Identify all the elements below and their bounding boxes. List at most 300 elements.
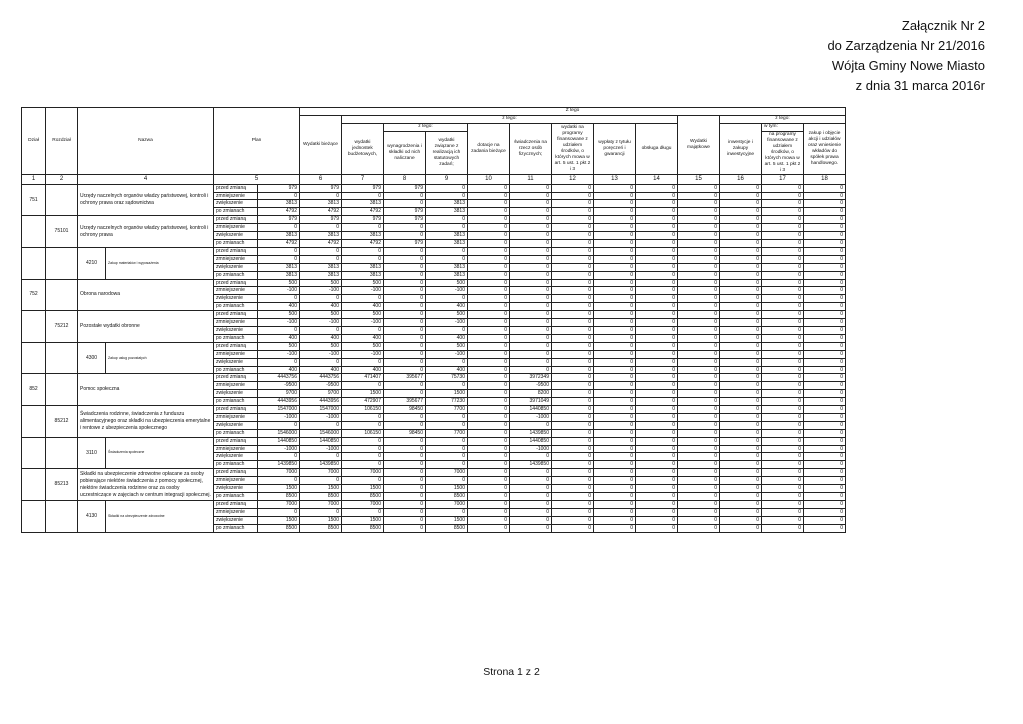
- value-cell: 0: [468, 326, 510, 334]
- value-cell: 0: [804, 184, 846, 192]
- value-cell: 0: [426, 192, 468, 200]
- value-cell: 7700: [426, 406, 468, 414]
- value-cell: 0: [594, 413, 636, 421]
- value-cell: 0: [510, 524, 552, 532]
- dzial-cell: 752: [22, 279, 46, 311]
- value-cell: 0: [762, 279, 804, 287]
- value-cell: 979: [384, 208, 426, 216]
- header-line-3: Wójta Gminy Nowe Miasto: [831, 58, 985, 73]
- value-cell: 0: [468, 421, 510, 429]
- value-cell: 0: [804, 421, 846, 429]
- value-cell: 0: [300, 255, 342, 263]
- row-label: przed zmianą: [214, 406, 258, 414]
- row-label: po zmianach: [214, 398, 258, 406]
- value-cell: 0: [636, 319, 678, 327]
- value-cell: 0: [762, 287, 804, 295]
- value-cell: -100: [300, 350, 342, 358]
- value-cell: 0: [762, 366, 804, 374]
- value-cell: 472907: [342, 398, 384, 406]
- value-cell: 0: [594, 508, 636, 516]
- value-cell: 0: [720, 208, 762, 216]
- value-cell: 7000: [300, 500, 342, 508]
- value-cell: 0: [468, 342, 510, 350]
- value-cell: 0: [468, 445, 510, 453]
- value-cell: 0: [594, 342, 636, 350]
- dzial-cell: [22, 342, 46, 374]
- value-cell: 0: [468, 469, 510, 477]
- value-cell: 0: [384, 319, 426, 327]
- value-cell: 0: [636, 437, 678, 445]
- value-cell: 0: [804, 192, 846, 200]
- value-cell: 0: [594, 271, 636, 279]
- value-cell: 0: [552, 413, 594, 421]
- value-cell: 0: [720, 326, 762, 334]
- value-cell: 0: [636, 500, 678, 508]
- value-cell: 0: [468, 350, 510, 358]
- value-cell: 0: [552, 192, 594, 200]
- table-row: [22, 247, 846, 255]
- value-cell: 0: [468, 524, 510, 532]
- value-cell: 0: [384, 469, 426, 477]
- row-label: po zmianach: [214, 461, 258, 469]
- value-cell: 0: [552, 255, 594, 263]
- value-cell: 0: [258, 255, 300, 263]
- value-cell: 0: [258, 295, 300, 303]
- value-cell: 0: [468, 255, 510, 263]
- row-label: zwiększenie: [214, 232, 258, 240]
- value-cell: 0: [594, 319, 636, 327]
- value-cell: 0: [594, 334, 636, 342]
- value-cell: 0: [510, 200, 552, 208]
- header-wynagrodzenia: wynagrodzenia i składki od nich naliczane: [384, 131, 426, 174]
- value-cell: 0: [384, 326, 426, 334]
- value-cell: 0: [678, 255, 720, 263]
- value-cell: 0: [720, 382, 762, 390]
- value-cell: 0: [552, 287, 594, 295]
- value-cell: 0: [510, 326, 552, 334]
- value-cell: 0: [636, 429, 678, 437]
- value-cell: 0: [678, 461, 720, 469]
- value-cell: 0: [552, 200, 594, 208]
- value-cell: 0: [720, 224, 762, 232]
- value-cell: -9500: [258, 382, 300, 390]
- value-cell: 0: [762, 240, 804, 248]
- value-cell: 0: [636, 406, 678, 414]
- value-cell: 0: [720, 279, 762, 287]
- value-cell: 0: [384, 263, 426, 271]
- value-cell: 0: [720, 350, 762, 358]
- rozdzial-cell: [46, 279, 78, 311]
- value-cell: 0: [762, 453, 804, 461]
- column-number: 7: [342, 174, 384, 184]
- value-cell: 0: [510, 247, 552, 255]
- value-cell: 0: [552, 263, 594, 271]
- value-cell: 3813: [258, 232, 300, 240]
- row-label: zmniejszenie: [214, 224, 258, 232]
- value-cell: 0: [636, 208, 678, 216]
- value-cell: 0: [804, 255, 846, 263]
- value-cell: 0: [720, 295, 762, 303]
- value-cell: 4443756: [258, 374, 300, 382]
- value-cell: 1440850: [300, 437, 342, 445]
- value-cell: 0: [804, 461, 846, 469]
- value-cell: 0: [426, 295, 468, 303]
- value-cell: 500: [300, 311, 342, 319]
- value-cell: 4792: [300, 208, 342, 216]
- value-cell: 0: [594, 224, 636, 232]
- value-cell: 0: [678, 429, 720, 437]
- value-cell: 0: [594, 477, 636, 485]
- value-cell: 1440850: [510, 406, 552, 414]
- value-cell: 0: [762, 477, 804, 485]
- value-cell: 0: [720, 429, 762, 437]
- value-cell: 0: [552, 469, 594, 477]
- value-cell: 3813: [342, 263, 384, 271]
- header-w-tym: w tym:: [762, 123, 804, 131]
- value-cell: 0: [678, 216, 720, 224]
- value-cell: 0: [342, 255, 384, 263]
- value-cell: 0: [384, 508, 426, 516]
- value-cell: 0: [636, 224, 678, 232]
- value-cell: 0: [552, 524, 594, 532]
- value-cell: 0: [762, 192, 804, 200]
- value-cell: 500: [342, 342, 384, 350]
- value-cell: 0: [552, 390, 594, 398]
- value-cell: 0: [468, 413, 510, 421]
- row-label: zwiększenie: [214, 263, 258, 271]
- row-label: zwiększenie: [214, 390, 258, 398]
- value-cell: 0: [510, 184, 552, 192]
- value-cell: 0: [678, 224, 720, 232]
- value-cell: 0: [342, 445, 384, 453]
- value-cell: 0: [552, 437, 594, 445]
- value-cell: 0: [300, 192, 342, 200]
- nazwa-cell: Zakup usług pozostałych: [106, 342, 214, 374]
- value-cell: 8500: [342, 524, 384, 532]
- value-cell: 0: [720, 200, 762, 208]
- value-cell: 0: [720, 406, 762, 414]
- value-cell: 8200: [510, 390, 552, 398]
- value-cell: 0: [594, 358, 636, 366]
- value-cell: 0: [636, 374, 678, 382]
- rozdzial-cell: [46, 374, 78, 406]
- value-cell: 4443956: [258, 398, 300, 406]
- value-cell: 0: [510, 516, 552, 524]
- value-cell: 0: [384, 295, 426, 303]
- value-cell: 0: [594, 287, 636, 295]
- value-cell: 0: [552, 303, 594, 311]
- nazwa-cell: Pozostałe wydatki obronne: [78, 311, 214, 343]
- value-cell: 0: [510, 216, 552, 224]
- value-cell: 0: [678, 350, 720, 358]
- value-cell: 0: [594, 350, 636, 358]
- value-cell: -100: [426, 350, 468, 358]
- value-cell: 400: [300, 303, 342, 311]
- header-programy: wydatki na programy finansowane z udziałem środków, o których mowa w art. 5 ust. 1 pkt 2 i 3: [552, 123, 594, 174]
- value-cell: 500: [300, 342, 342, 350]
- value-cell: 0: [384, 247, 426, 255]
- row-label: zwiększenie: [214, 200, 258, 208]
- value-cell: 0: [636, 311, 678, 319]
- value-cell: 400: [342, 366, 384, 374]
- value-cell: 1440850: [258, 437, 300, 445]
- value-cell: 0: [426, 421, 468, 429]
- value-cell: 0: [468, 334, 510, 342]
- value-cell: 0: [636, 263, 678, 271]
- value-cell: 0: [552, 453, 594, 461]
- value-cell: 0: [510, 319, 552, 327]
- value-cell: 0: [468, 271, 510, 279]
- header-wydatki-zwiazane: wydatki związane z realizacją ich statutowych zadań;: [426, 131, 468, 174]
- value-cell: 0: [804, 216, 846, 224]
- dzial-cell: [22, 216, 46, 248]
- value-cell: 0: [720, 263, 762, 271]
- value-cell: 1500: [300, 485, 342, 493]
- value-cell: 1500: [426, 390, 468, 398]
- column-number: 11: [510, 174, 552, 184]
- value-cell: 400: [426, 303, 468, 311]
- value-cell: 0: [594, 453, 636, 461]
- value-cell: 0: [720, 390, 762, 398]
- value-cell: 0: [720, 421, 762, 429]
- value-cell: 0: [384, 366, 426, 374]
- value-cell: 0: [762, 382, 804, 390]
- value-cell: 0: [510, 287, 552, 295]
- value-cell: 1500: [258, 485, 300, 493]
- value-cell: 0: [384, 413, 426, 421]
- value-cell: 0: [678, 271, 720, 279]
- value-cell: 0: [804, 524, 846, 532]
- value-cell: 0: [342, 295, 384, 303]
- value-cell: 0: [720, 247, 762, 255]
- value-cell: 400: [258, 303, 300, 311]
- value-cell: 400: [426, 334, 468, 342]
- value-cell: 0: [258, 508, 300, 516]
- value-cell: 0: [510, 358, 552, 366]
- value-cell: 0: [762, 508, 804, 516]
- value-cell: 0: [804, 303, 846, 311]
- value-cell: 4792: [342, 208, 384, 216]
- value-cell: 0: [678, 295, 720, 303]
- header-wydatki-majatkowe: Wydatki majątkowe: [678, 115, 720, 174]
- value-cell: 1439850: [258, 461, 300, 469]
- value-cell: 0: [510, 295, 552, 303]
- value-cell: 0: [468, 485, 510, 493]
- row-label: po zmianach: [214, 208, 258, 216]
- value-cell: 0: [804, 477, 846, 485]
- value-cell: 0: [510, 240, 552, 248]
- value-cell: 0: [762, 334, 804, 342]
- column-number: 1: [22, 174, 46, 184]
- value-cell: 0: [594, 255, 636, 263]
- row-label: zmniejszenie: [214, 350, 258, 358]
- value-cell: 0: [510, 263, 552, 271]
- value-cell: 0: [636, 366, 678, 374]
- value-cell: 9700: [258, 390, 300, 398]
- value-cell: 0: [468, 437, 510, 445]
- value-cell: 0: [636, 413, 678, 421]
- value-cell: 1500: [426, 516, 468, 524]
- paragraf-cell: 4300: [78, 342, 106, 374]
- value-cell: 0: [594, 516, 636, 524]
- value-cell: 0: [678, 326, 720, 334]
- value-cell: 979: [384, 184, 426, 192]
- header-poreczenia: wypłaty z tytułu poręczeń i gwarancji: [594, 123, 636, 174]
- nazwa-cell: Obrona narodowa: [78, 279, 214, 311]
- value-cell: 500: [426, 342, 468, 350]
- value-cell: 0: [720, 319, 762, 327]
- dzial-cell: [22, 406, 46, 438]
- value-cell: 0: [804, 271, 846, 279]
- value-cell: 0: [426, 445, 468, 453]
- value-cell: 0: [678, 390, 720, 398]
- value-cell: 0: [762, 255, 804, 263]
- value-cell: 0: [720, 477, 762, 485]
- value-cell: -100: [342, 319, 384, 327]
- value-cell: -1000: [510, 413, 552, 421]
- value-cell: 0: [678, 200, 720, 208]
- value-cell: 0: [678, 334, 720, 342]
- value-cell: 0: [468, 319, 510, 327]
- value-cell: 8500: [342, 493, 384, 501]
- value-cell: 0: [510, 342, 552, 350]
- table-row: [22, 469, 846, 477]
- value-cell: 0: [426, 508, 468, 516]
- value-cell: 0: [468, 398, 510, 406]
- value-cell: 0: [720, 255, 762, 263]
- value-cell: 0: [804, 406, 846, 414]
- row-label: zwiększenie: [214, 453, 258, 461]
- value-cell: 0: [804, 453, 846, 461]
- dzial-cell: [22, 247, 46, 279]
- value-cell: 0: [552, 247, 594, 255]
- value-cell: 0: [384, 192, 426, 200]
- value-cell: 0: [510, 255, 552, 263]
- value-cell: 0: [720, 493, 762, 501]
- value-cell: 395677: [384, 374, 426, 382]
- column-number: 16: [720, 174, 762, 184]
- row-label: zwiększenie: [214, 295, 258, 303]
- value-cell: 0: [720, 453, 762, 461]
- value-cell: 0: [594, 295, 636, 303]
- value-cell: 0: [552, 334, 594, 342]
- value-cell: 0: [468, 429, 510, 437]
- value-cell: 0: [636, 485, 678, 493]
- value-cell: 3813: [426, 232, 468, 240]
- value-cell: 0: [510, 366, 552, 374]
- value-cell: 0: [678, 319, 720, 327]
- value-cell: 0: [258, 326, 300, 334]
- value-cell: 7000: [342, 500, 384, 508]
- value-cell: 400: [342, 303, 384, 311]
- rozdzial-cell: [46, 500, 78, 532]
- value-cell: 979: [300, 216, 342, 224]
- value-cell: 0: [552, 382, 594, 390]
- value-cell: 0: [636, 342, 678, 350]
- value-cell: 0: [804, 208, 846, 216]
- value-cell: 0: [636, 516, 678, 524]
- value-cell: 0: [468, 263, 510, 271]
- row-label: zmniejszenie: [214, 445, 258, 453]
- value-cell: 0: [678, 366, 720, 374]
- value-cell: 1547000: [300, 406, 342, 414]
- value-cell: 0: [258, 421, 300, 429]
- value-cell: 0: [636, 247, 678, 255]
- value-cell: 0: [384, 477, 426, 485]
- value-cell: 0: [468, 406, 510, 414]
- value-cell: 0: [552, 350, 594, 358]
- value-cell: 0: [594, 208, 636, 216]
- value-cell: 400: [300, 366, 342, 374]
- row-label: przed zmianą: [214, 184, 258, 192]
- value-cell: 0: [384, 224, 426, 232]
- value-cell: 0: [636, 524, 678, 532]
- document-header: [827, 16, 985, 96]
- value-cell: 0: [720, 445, 762, 453]
- value-cell: 0: [762, 516, 804, 524]
- value-cell: 0: [678, 382, 720, 390]
- budget-table: [21, 107, 846, 533]
- value-cell: 0: [678, 516, 720, 524]
- dzial-cell: [22, 311, 46, 343]
- row-label: po zmianach: [214, 271, 258, 279]
- value-cell: 0: [804, 200, 846, 208]
- value-cell: 106150: [342, 429, 384, 437]
- value-cell: 0: [636, 508, 678, 516]
- value-cell: 1500: [300, 516, 342, 524]
- value-cell: 0: [678, 493, 720, 501]
- value-cell: 0: [762, 232, 804, 240]
- value-cell: 0: [468, 240, 510, 248]
- value-cell: 0: [804, 390, 846, 398]
- value-cell: 0: [594, 240, 636, 248]
- value-cell: 0: [426, 326, 468, 334]
- value-cell: 98450: [384, 429, 426, 437]
- dzial-cell: 852: [22, 374, 46, 406]
- row-label: zmniejszenie: [214, 413, 258, 421]
- table-row: [22, 406, 846, 414]
- value-cell: -1000: [258, 445, 300, 453]
- value-cell: 3813: [300, 232, 342, 240]
- row-label: po zmianach: [214, 524, 258, 532]
- value-cell: 0: [426, 453, 468, 461]
- value-cell: 0: [552, 216, 594, 224]
- value-cell: 0: [384, 303, 426, 311]
- nazwa-cell: Świadczenia społeczne: [106, 437, 214, 469]
- value-cell: 0: [468, 192, 510, 200]
- column-number: 5: [214, 174, 300, 184]
- value-cell: 0: [342, 453, 384, 461]
- value-cell: 0: [804, 240, 846, 248]
- value-cell: 0: [468, 358, 510, 366]
- value-cell: 0: [426, 358, 468, 366]
- column-number: 2: [46, 174, 78, 184]
- value-cell: 0: [342, 508, 384, 516]
- row-label: zwiększenie: [214, 516, 258, 524]
- header-obsluga-dlugu: obsługa długu: [636, 123, 678, 174]
- paragraf-cell: 3110: [78, 437, 106, 469]
- table-row: [22, 184, 846, 192]
- header-programy-majatkowe: na programy finansowane z udziałem środków, o których mowa w art. 5 ust. 1 pkt 2 i 3: [762, 131, 804, 174]
- value-cell: 0: [678, 477, 720, 485]
- value-cell: 0: [594, 192, 636, 200]
- value-cell: 9700: [300, 390, 342, 398]
- value-cell: 0: [720, 508, 762, 516]
- column-number: 15: [678, 174, 720, 184]
- value-cell: 8500: [258, 524, 300, 532]
- value-cell: 7000: [300, 469, 342, 477]
- value-cell: 0: [552, 508, 594, 516]
